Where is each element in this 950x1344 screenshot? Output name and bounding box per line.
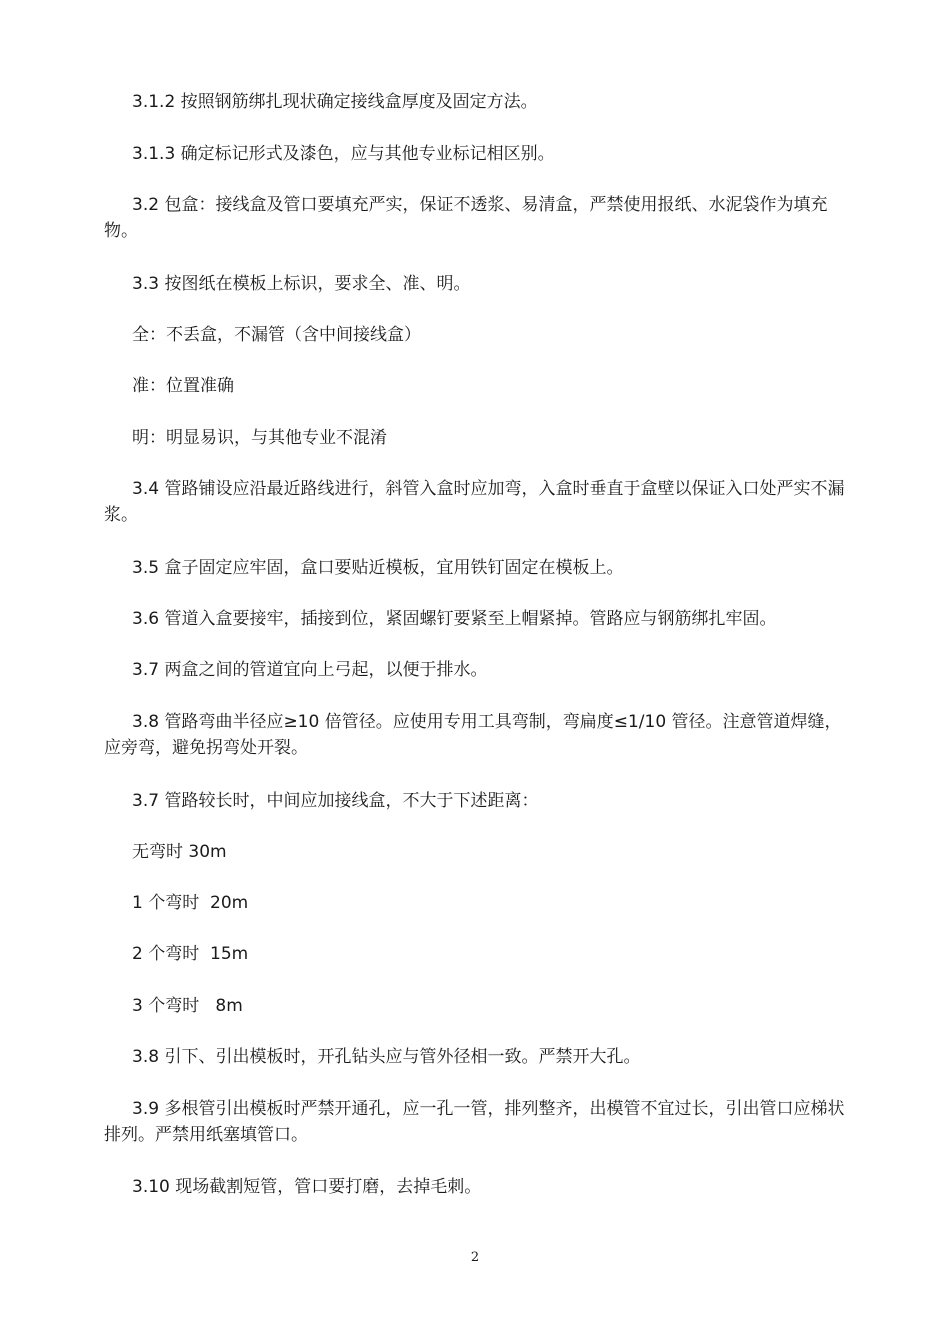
paragraph-3-2: 3.2 包盒：接线盒及管口要填充严实，保证不透浆、易清盒，严禁使用报纸、水泥袋作为填充物。 — [104, 195, 828, 241]
paragraph-3-8-bend: 3.8 管路弯曲半径应≥10 倍管径。应使用专用工具弯制，弯扁度≤1/10 管径。注意管道焊缝，应旁弯，避免拐弯处开裂。 — [104, 712, 842, 758]
paragraph-3-6: 3.6 管道入盒要接牢，插接到位，紧固螺钉要紧至上帽紧掉。管路应与钢筋绑扎牢固。 — [132, 609, 777, 629]
distance-three-bends: 3 个弯时 8m — [132, 996, 243, 1016]
paragraph-3-4: 3.4 管路铺设应沿最近路线进行，斜管入盒时应加弯，入盒时垂直于盒壁以保证入口处严实不漏浆。 — [104, 479, 845, 525]
distance-one-bend: 1 个弯时 20m — [132, 893, 249, 913]
paragraph-3-8-holes: 3.8 引下、引出模板时，开孔钻头应与管外径相一致。严禁开大孔。 — [132, 1047, 641, 1067]
paragraph-zhun: 准：位置准确 — [132, 376, 234, 396]
paragraph-3-7-drainage: 3.7 两盒之间的管道宜向上弓起，以便于排水。 — [132, 660, 488, 680]
paragraph-3-7-long-run: 3.7 管路较长时，中间应加接线盒，不大于下述距离： — [132, 791, 539, 811]
page-number: 2 — [470, 1250, 480, 1265]
distance-two-bends: 2 个弯时 15m — [132, 944, 249, 964]
paragraph-quan: 全：不丢盒，不漏管（含中间接线盒） — [132, 325, 421, 345]
paragraph-3-5: 3.5 盒子固定应牢固，盒口要贴近模板，宜用铁钉固定在模板上。 — [132, 558, 624, 578]
paragraph-3-9: 3.9 多根管引出模板时严禁开通孔，应一孔一管，排列整齐，出模管不宜过长，引出管口应梯状排列。严禁用纸塞填管口。 — [104, 1099, 845, 1145]
paragraph-3-1-2: 3.1.2 按照钢筋绑扎现状确定接线盒厚度及固定方法。 — [132, 92, 538, 112]
paragraph-3-3: 3.3 按图纸在模板上标识，要求全、准、明。 — [132, 274, 471, 294]
paragraph-3-10: 3.10 现场截割短管，管口要打磨，去掉毛刺。 — [132, 1177, 482, 1197]
distance-no-bend: 无弯时 30m — [132, 842, 227, 862]
paragraph-3-1-3: 3.1.3 确定标记形式及漆色，应与其他专业标记相区别。 — [132, 144, 555, 164]
paragraph-ming: 明：明显易识，与其他专业不混淆 — [132, 428, 387, 448]
